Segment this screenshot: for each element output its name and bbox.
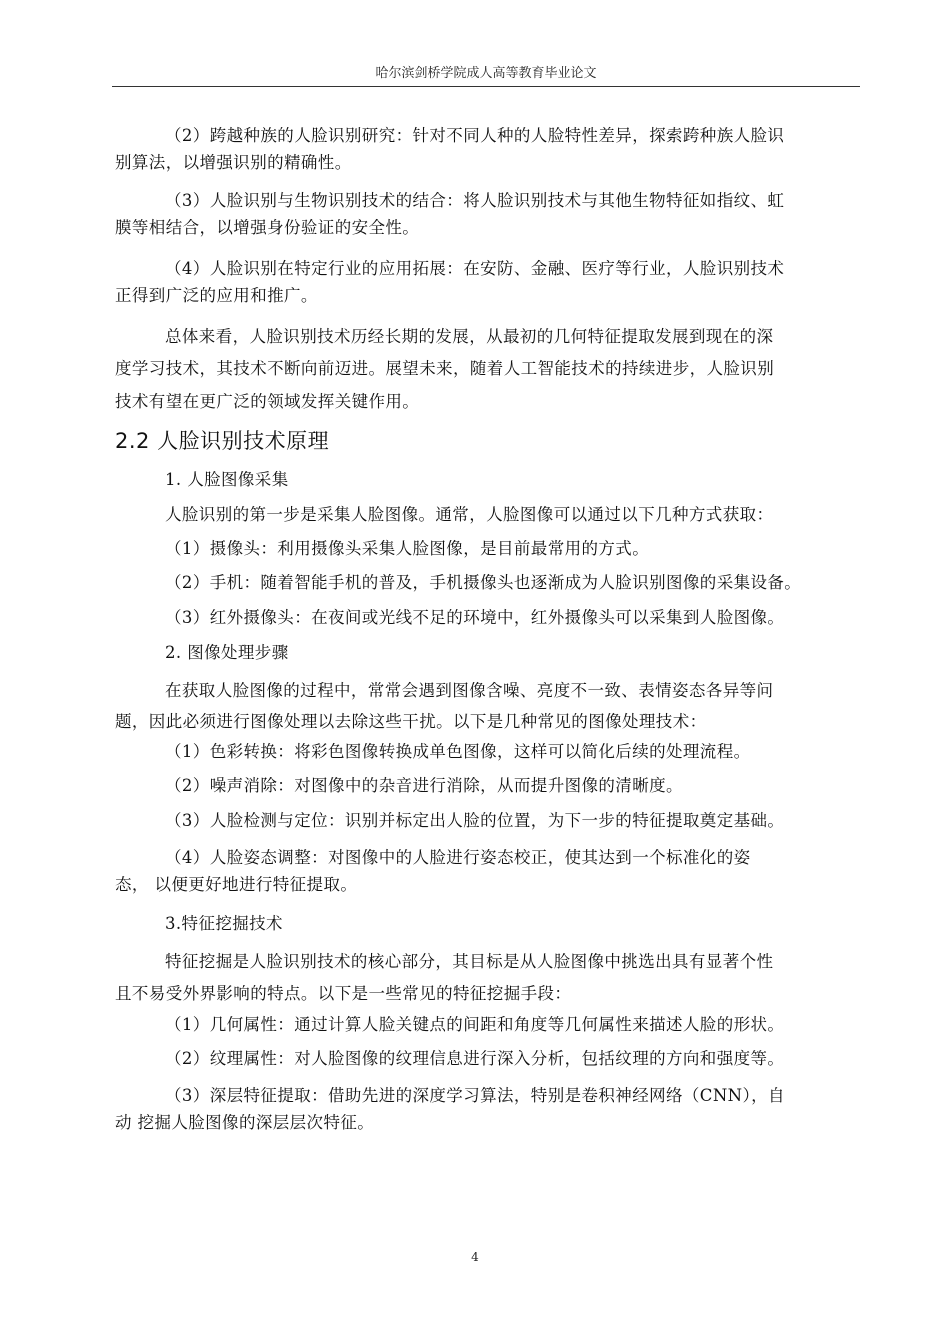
subsection-title: 3.特征挖掘技术 bbox=[165, 914, 283, 933]
page-header: 哈尔滨剑桥学院成人高等教育毕业论文 bbox=[375, 66, 597, 81]
list-item: （2）手机：随着智能手机的普及，手机摄像头也逐渐成为人脸识别图像的采集设备。 bbox=[165, 573, 802, 592]
list-item: （4）人脸姿态调整：对图像中的人脸进行姿态校正，使其达到一个标准化的姿 bbox=[165, 848, 751, 867]
paragraph-line: 特征挖掘是人脸识别技术的核心部分，其目标是从人脸图像中挑选出具有显著个性 bbox=[165, 952, 774, 971]
list-item: （1）摄像头：利用摄像头采集人脸图像，是目前最常用的方式。 bbox=[165, 539, 650, 558]
list-item: （3）深层特征提取：借助先进的深度学习算法，特别是卷积神经网络（CNN），自 bbox=[165, 1086, 785, 1105]
list-item: （1）色彩转换：将彩色图像转换成单色图像，这样可以简化后续的处理流程。 bbox=[165, 742, 751, 761]
paragraph-line: 且不易受外界影响的特点。以下是一些常见的特征挖掘手段： bbox=[115, 984, 572, 1003]
paragraph-line: （4）人脸识别在特定行业的应用拓展：在安防、金融、医疗等行业，人脸识别技术 bbox=[165, 259, 785, 278]
page-number: 4 bbox=[471, 1250, 479, 1264]
paragraph-line: 别算法，以增强识别的精确性。 bbox=[115, 153, 352, 172]
paragraph-line: 正得到广泛的应用和推广。 bbox=[115, 286, 318, 305]
section-heading: 2.2 人脸识别技术原理 bbox=[115, 429, 330, 453]
paragraph-line: 题，因此必须进行图像处理以去除这些干扰。以下是几种常见的图像处理技术： bbox=[115, 712, 707, 731]
paragraph-line: 总体来看，人脸识别技术历经长期的发展，从最初的几何特征提取发展到现在的深 bbox=[165, 327, 774, 346]
paragraph-line: 人脸识别的第一步是采集人脸图像。通常，人脸图像可以通过以下几种方式获取： bbox=[165, 505, 774, 524]
list-item: （2）纹理属性：对人脸图像的纹理信息进行深入分析，包括纹理的方向和强度等。 bbox=[165, 1049, 785, 1068]
paragraph-line: 在获取人脸图像的过程中，常常会遇到图像含噪、亮度不一致、表情姿态各异等问 bbox=[165, 681, 774, 700]
paragraph-line: （2）跨越种族的人脸识别研究：针对不同人种的人脸特性差异，探索跨种族人脸识 bbox=[165, 126, 785, 145]
list-item: （1）几何属性：通过计算人脸关键点的间距和角度等几何属性来描述人脸的形状。 bbox=[165, 1015, 785, 1034]
list-item: （3）红外摄像头：在夜间或光线不足的环境中，红外摄像头可以采集到人脸图像。 bbox=[165, 608, 785, 627]
header-divider bbox=[112, 86, 860, 87]
paragraph-line: 度学习技术，其技术不断向前迈进。展望未来，随着人工智能技术的持续进步，人脸识别 bbox=[115, 359, 775, 378]
paragraph-line: （3）人脸识别与生物识别技术的结合：将人脸识别技术与其他生物特征如指纹、虹 bbox=[165, 191, 785, 210]
list-item: （3）人脸检测与定位：识别并标定出人脸的位置，为下一步的特征提取奠定基础。 bbox=[165, 811, 785, 830]
subsection-title: 1. 人脸图像采集 bbox=[165, 470, 289, 489]
list-item-continuation: 动 挖掘人脸图像的深层层次特征。 bbox=[115, 1113, 375, 1132]
list-item-continuation: 态， 以便更好地进行特征提取。 bbox=[115, 875, 358, 894]
paragraph-line: 膜等相结合，以增强身份验证的安全性。 bbox=[115, 218, 420, 237]
paragraph-line: 技术有望在更广泛的领域发挥关键作用。 bbox=[115, 392, 420, 411]
list-item: （2）噪声消除：对图像中的杂音进行消除，从而提升图像的清晰度。 bbox=[165, 776, 683, 795]
subsection-title: 2. 图像处理步骤 bbox=[165, 643, 289, 662]
